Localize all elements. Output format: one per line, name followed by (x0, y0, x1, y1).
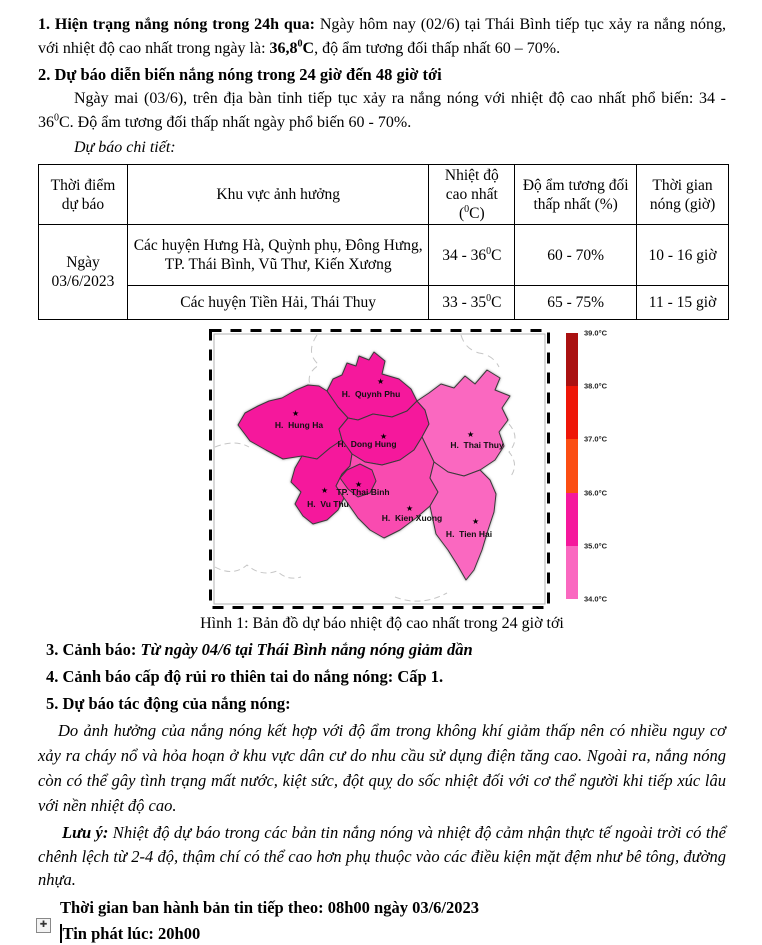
map-label-tp-thai-binh: TP. Thai Binh (336, 487, 390, 497)
impact-paragraph: Do ảnh hưởng của nắng nóng kết hợp với độ ẩm trong không khí giảm thấp nên có nhiều nguy cơ xảy ra cháy nổ và hỏa hoạn ở khu vực dân cư do nhu cầu sử dụng điện tăng cao. Ngoài ra, nắng nóng còn có thể gây tình trạng mất nước, kiệt sức, đột quỵ do sốc nhiệt đối với cơ thể người khi tiếp xúc lâu với nền nhiệt độ cao. (38, 721, 726, 815)
col-header-temp: Nhiệt độ cao nhất ($^0$C) (429, 165, 515, 225)
district-marker-star: ★ (406, 504, 414, 513)
legend-tick-36: 36.0°C (584, 488, 608, 498)
col-header-humidity: Độ ẩm tương đối thấp nhất (%) (515, 165, 637, 225)
max-temp-value: 36,8$^0$C (269, 38, 315, 57)
map-frame (209, 329, 550, 609)
issue-time: Tin phát lúc: 20h00 (60, 922, 726, 945)
cell-area-1: Các huyện Hưng Hà, Quỳnh phụ, Đông Hưng, TP. Thái Bình, Vũ Thư, Kiến Xương (127, 225, 428, 286)
legend-tick-35: 35.0°C (584, 541, 608, 551)
legend-segment (566, 439, 578, 492)
legend-segment (566, 333, 578, 386)
map-label-tien-hai: H. Tien Hai (445, 529, 493, 539)
para-current-status (38, 13, 726, 60)
table-row (39, 286, 729, 320)
cell-hours-1: 10 - 16 giờ (637, 225, 729, 286)
legend-tick-34: 34.0°C (584, 594, 608, 604)
next-bulletin-time: Thời gian ban hành bản tin tiếp theo: 08h00 ngày 03/6/2023 (60, 897, 479, 917)
district-marker-star: ★ (472, 517, 480, 526)
legend-segment (566, 493, 578, 546)
map-label-thai-thuy: H. Thai Thuy (450, 440, 504, 450)
para1-text-a: Ngày hôm nay (02/6) tại Thái Bình tiếp tục xảy ra nắng nóng, với nhiệt độ cao nhất trong ngày là: (38, 16, 726, 57)
text-cursor (60, 924, 62, 943)
col-header-area: Khu vực ảnh hưởng (127, 165, 428, 225)
warning-item-5: 5. Dự báo tác động của nắng nóng: (46, 694, 291, 713)
forecast-table (38, 164, 729, 320)
cell-area-2: Các huyện Tiền Hải, Thái Thuy (127, 286, 428, 320)
note-paragraph: Lưu ý: Nhiệt độ dự báo trong các bản tin nắng nóng và nhiệt độ cảm nhận thực tế ngoài trời có thể chênh lệch từ 2-4 độ, thậm chí có thể cao hơn phụ thuộc vào các điều kiện mặt đệm như bê tông, đường nhựa. (38, 823, 726, 889)
map-label-hung-ha: H. Hung Ha (274, 420, 324, 430)
legend-tick-37: 37.0°C (584, 434, 608, 444)
cell-temp-2: $33 - 35^0C$ (429, 286, 515, 320)
para-forecast: Ngày mai (03/6), trên địa bàn tỉnh tiếp tục xảy ra nắng nóng với nhiệt độ cao nhất phổ biến: $34 - 36^0C$. Độ ẩm tương đối thấp nhất ngày phổ biến 60 - 70%. (38, 90, 726, 131)
table-move-handle-icon[interactable]: ✚ (36, 918, 51, 933)
note-label: Lưu ý: (62, 823, 109, 842)
district-marker-star: ★ (355, 480, 363, 489)
detail-forecast-label: Dự báo chi tiết: (74, 139, 176, 156)
table-header-row (39, 165, 729, 225)
para1-heading: 1. Hiện trạng nắng nóng trong 24h qua: (38, 16, 315, 33)
map-label-dong-hung: H. Dong Hung (337, 439, 397, 449)
legend-tick-38: 38.0°C (584, 381, 608, 391)
cell-forecast-date: Ngày 03/6/2023 (39, 225, 128, 320)
section2-heading: 2. Dự báo diễn biến nắng nóng trong 24 giờ đến 48 giờ tới (38, 65, 442, 84)
warning-item-4: 4. Cảnh báo cấp độ rủi ro thiên tai do nắng nóng: Cấp 1. (46, 667, 444, 686)
figure-caption: Hình 1: Bản đồ dự báo nhiệt độ cao nhất trong 24 giờ tới (200, 615, 564, 632)
cell-humidity-2: 65 - 75% (515, 286, 637, 320)
province-map (209, 329, 550, 609)
map-label-quynh-phu: H. Quynh Phu (341, 389, 401, 399)
district-marker-star: ★ (321, 486, 329, 495)
district-marker-star: ★ (380, 432, 388, 441)
district-marker-star: ★ (292, 409, 300, 418)
table-row (39, 225, 729, 286)
legend-segment (566, 386, 578, 439)
district-marker-star: ★ (377, 377, 385, 386)
cell-hours-2: 11 - 15 giờ (637, 286, 729, 320)
map-label-vu-thu: H. Vu Thu (307, 499, 349, 509)
legend-segment (566, 546, 578, 599)
map-label-kien-xuong: H. Kien Xuong (381, 513, 443, 523)
forecast-map-figure (38, 329, 726, 611)
col-header-time: Thời điểm dự báo (39, 165, 128, 225)
cell-temp-1: $34 - 36^0C$ (429, 225, 515, 286)
col-header-hours: Thời gian nóng (giờ) (637, 165, 729, 225)
temperature-legend (566, 328, 646, 604)
district-marker-star: ★ (467, 430, 475, 439)
warning-item-3: 3. Cảnh báo: Từ ngày 04/6 tại Thái Bình nắng nóng giảm dần (46, 640, 473, 659)
legend-tick-39: 39.0°C (584, 328, 608, 338)
para1-text-b: , độ ẩm tương đối thấp nhất 60 – 70%. (314, 39, 561, 57)
legend-colorbar (566, 333, 578, 599)
cell-humidity-1: 60 - 70% (515, 225, 637, 286)
